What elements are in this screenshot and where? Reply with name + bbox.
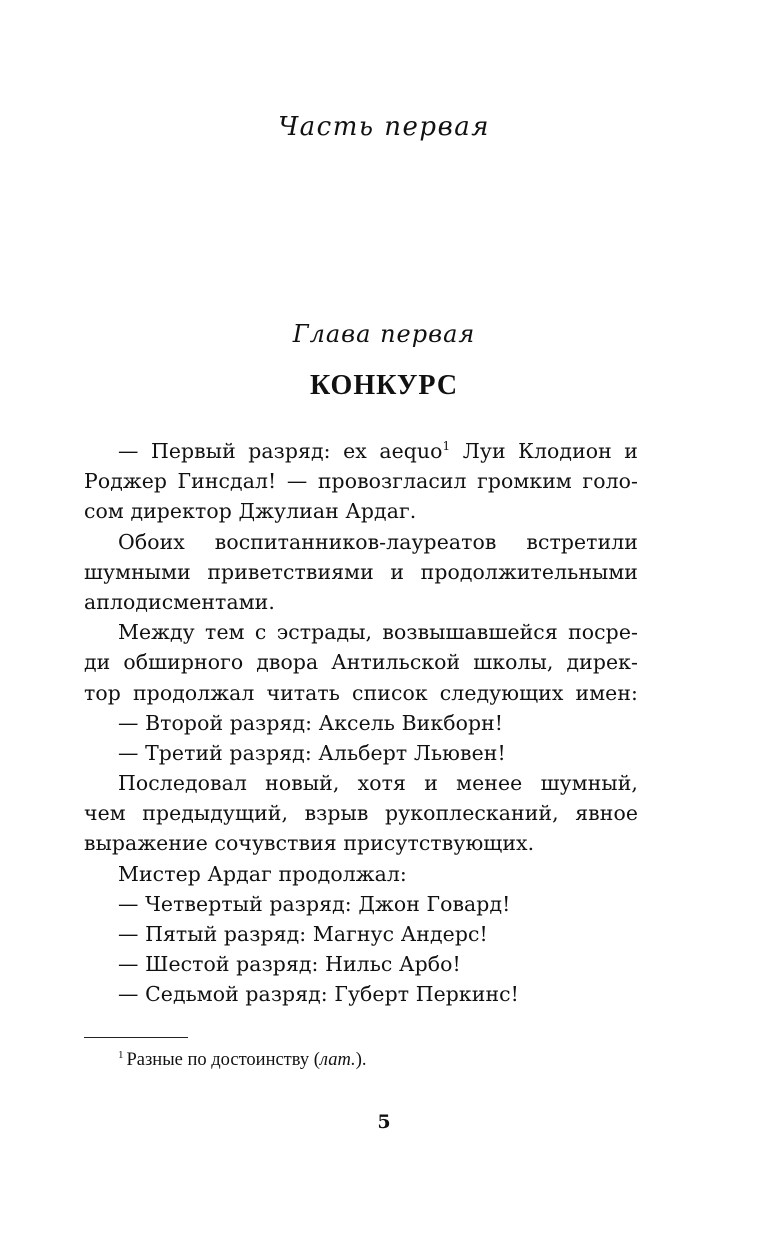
text-line: шумными приветствиями и продолжительными — [84, 559, 638, 584]
text-line: — Четвертый разряд: Джон Говард! — [118, 891, 511, 916]
text-line: аплодисментами. — [84, 589, 275, 614]
text-line: выражение сочувствия присутствующих. — [84, 831, 535, 856]
page-number: 5 — [377, 1111, 391, 1133]
text-line: — Третий разряд: Альберт Льювен! — [118, 740, 506, 765]
part-title: Часть первая — [278, 112, 490, 142]
text-line: ди обширного двора Антильской школы, дирек- — [84, 650, 638, 675]
text-line: чем предыдущий, взрыв рукоплесканий, явное — [84, 801, 638, 826]
footnote-marker: 1 — [442, 439, 451, 453]
footnote: $^1$ Разные по достоинству (лат.). — [118, 1049, 367, 1070]
footnote-divider — [84, 1037, 188, 1038]
text-line: Последовал новый, хотя и менее шумный, — [118, 771, 638, 796]
body-text — [84, 436, 638, 1010]
chapter-heading: КОНКУРС — [309, 370, 459, 401]
text-line: сом директор Джулиан Ардаг. — [84, 499, 417, 524]
text-line: — Седьмой разряд: Губерт Перкинс! — [118, 982, 519, 1007]
text-line: Мистер Ардаг продолжал: — [118, 861, 407, 886]
text-line: Между тем с эстрады, возвышавшейся посре- — [118, 620, 638, 645]
text-line: Роджер Гинсдал! — провозгласил громким голо- — [84, 469, 638, 494]
footnote-number: 1 — [118, 1049, 124, 1061]
text-line: — Пятый разряд: Магнус Андерс! — [118, 922, 488, 946]
text-line: тор продолжал читать список следующих имен: — [84, 680, 638, 705]
text-line: — Второй разряд: Аксель Викборн! — [118, 710, 504, 735]
text-line: — Первый разряд: ex aequo$^1$ Луи Клодион и — [118, 439, 638, 463]
text-line: — Шестой разряд: Нильс Арбо! — [118, 952, 461, 977]
chapter-title: Глава первая — [292, 320, 476, 348]
footnote-abbreviation: лат. — [319, 1050, 356, 1070]
text-line: Обоих воспитанников-лауреатов встретили — [118, 529, 638, 554]
